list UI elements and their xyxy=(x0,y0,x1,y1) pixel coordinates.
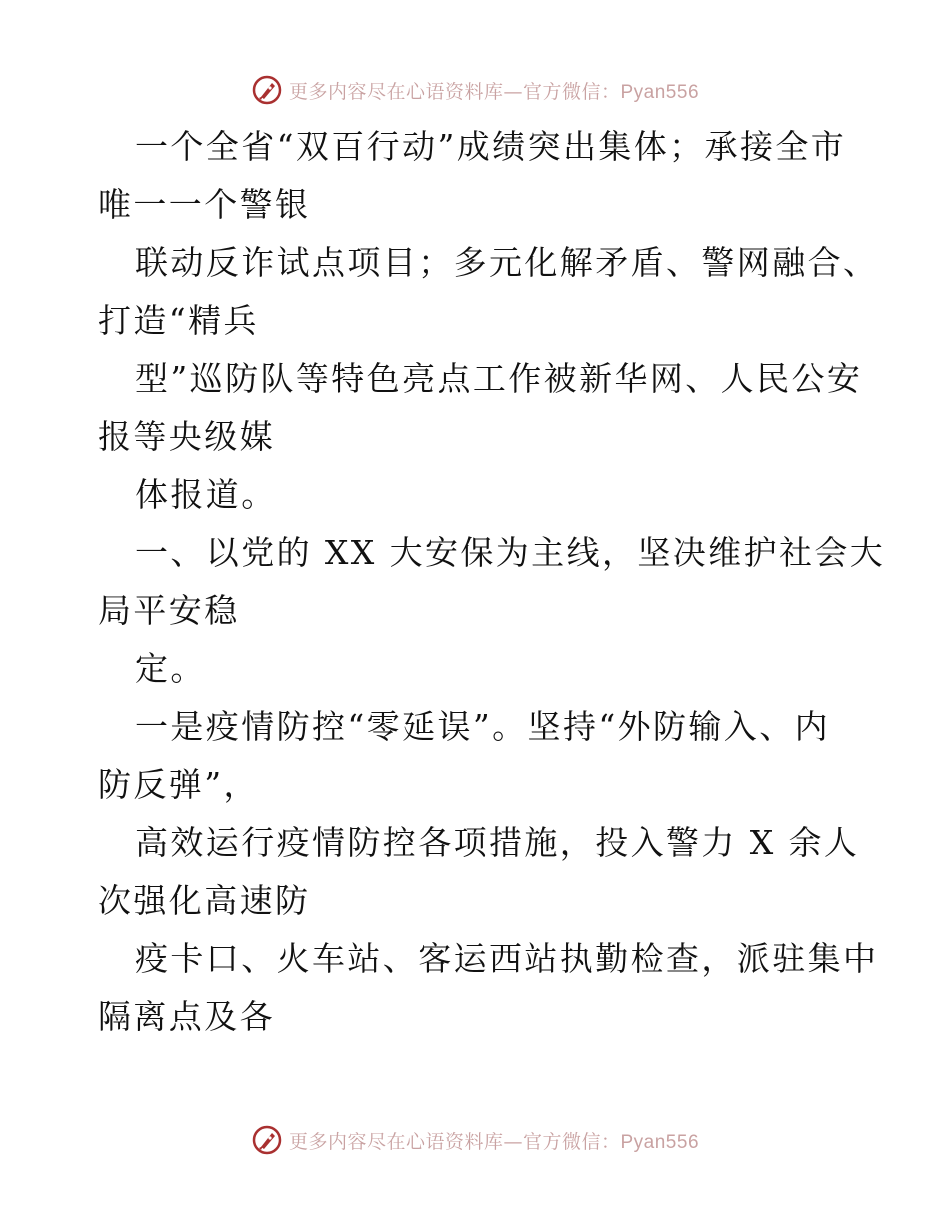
footer-watermark xyxy=(0,1120,950,1160)
text-line: 次强化高速防 xyxy=(98,881,311,920)
pen-nib-circle-logo-icon xyxy=(251,1124,283,1156)
watermark-text: 更多内容尽在心语资料库—官方微信：Pyan556 xyxy=(288,1130,700,1153)
pen-nib-circle-logo-icon xyxy=(251,74,283,106)
text-line: 型”巡防队等特色亮点工作被新华网、人民公安 xyxy=(135,359,863,398)
text-line: 联动反诈试点项目；多元化解矛盾、警网融合、 xyxy=(135,243,879,282)
text-line: 一、以党的 XX 大安保为主线，坚决维护社会大 xyxy=(135,533,886,572)
text-line: 高效运行疫情防控各项措施，投入警力 X 余人 xyxy=(135,823,860,862)
text-line: 唯一一个警银 xyxy=(98,185,311,224)
text-line: 体报道。 xyxy=(135,475,277,514)
header-watermark xyxy=(0,70,950,110)
text-line: 报等央级媒 xyxy=(98,417,275,456)
text-line: 疫卡口、火车站、客运西站执勤检查，派驻集中 xyxy=(135,939,879,978)
text-line: 一个全省“双百行动”成绩突出集体；承接全市 xyxy=(135,127,847,166)
document-body xyxy=(98,118,886,1046)
text-line: 打造“精兵 xyxy=(98,301,259,340)
text-line: 局平安稳 xyxy=(98,591,240,630)
watermark-text: 更多内容尽在心语资料库—官方微信：Pyan556 xyxy=(288,80,700,103)
text-line: 隔离点及各 xyxy=(98,997,275,1036)
text-line: 定。 xyxy=(135,649,206,688)
text-line: 一是疫情防控“零延误”。坚持“外防输入、内 xyxy=(135,707,831,746)
text-line: 防反弹”， xyxy=(98,765,259,804)
